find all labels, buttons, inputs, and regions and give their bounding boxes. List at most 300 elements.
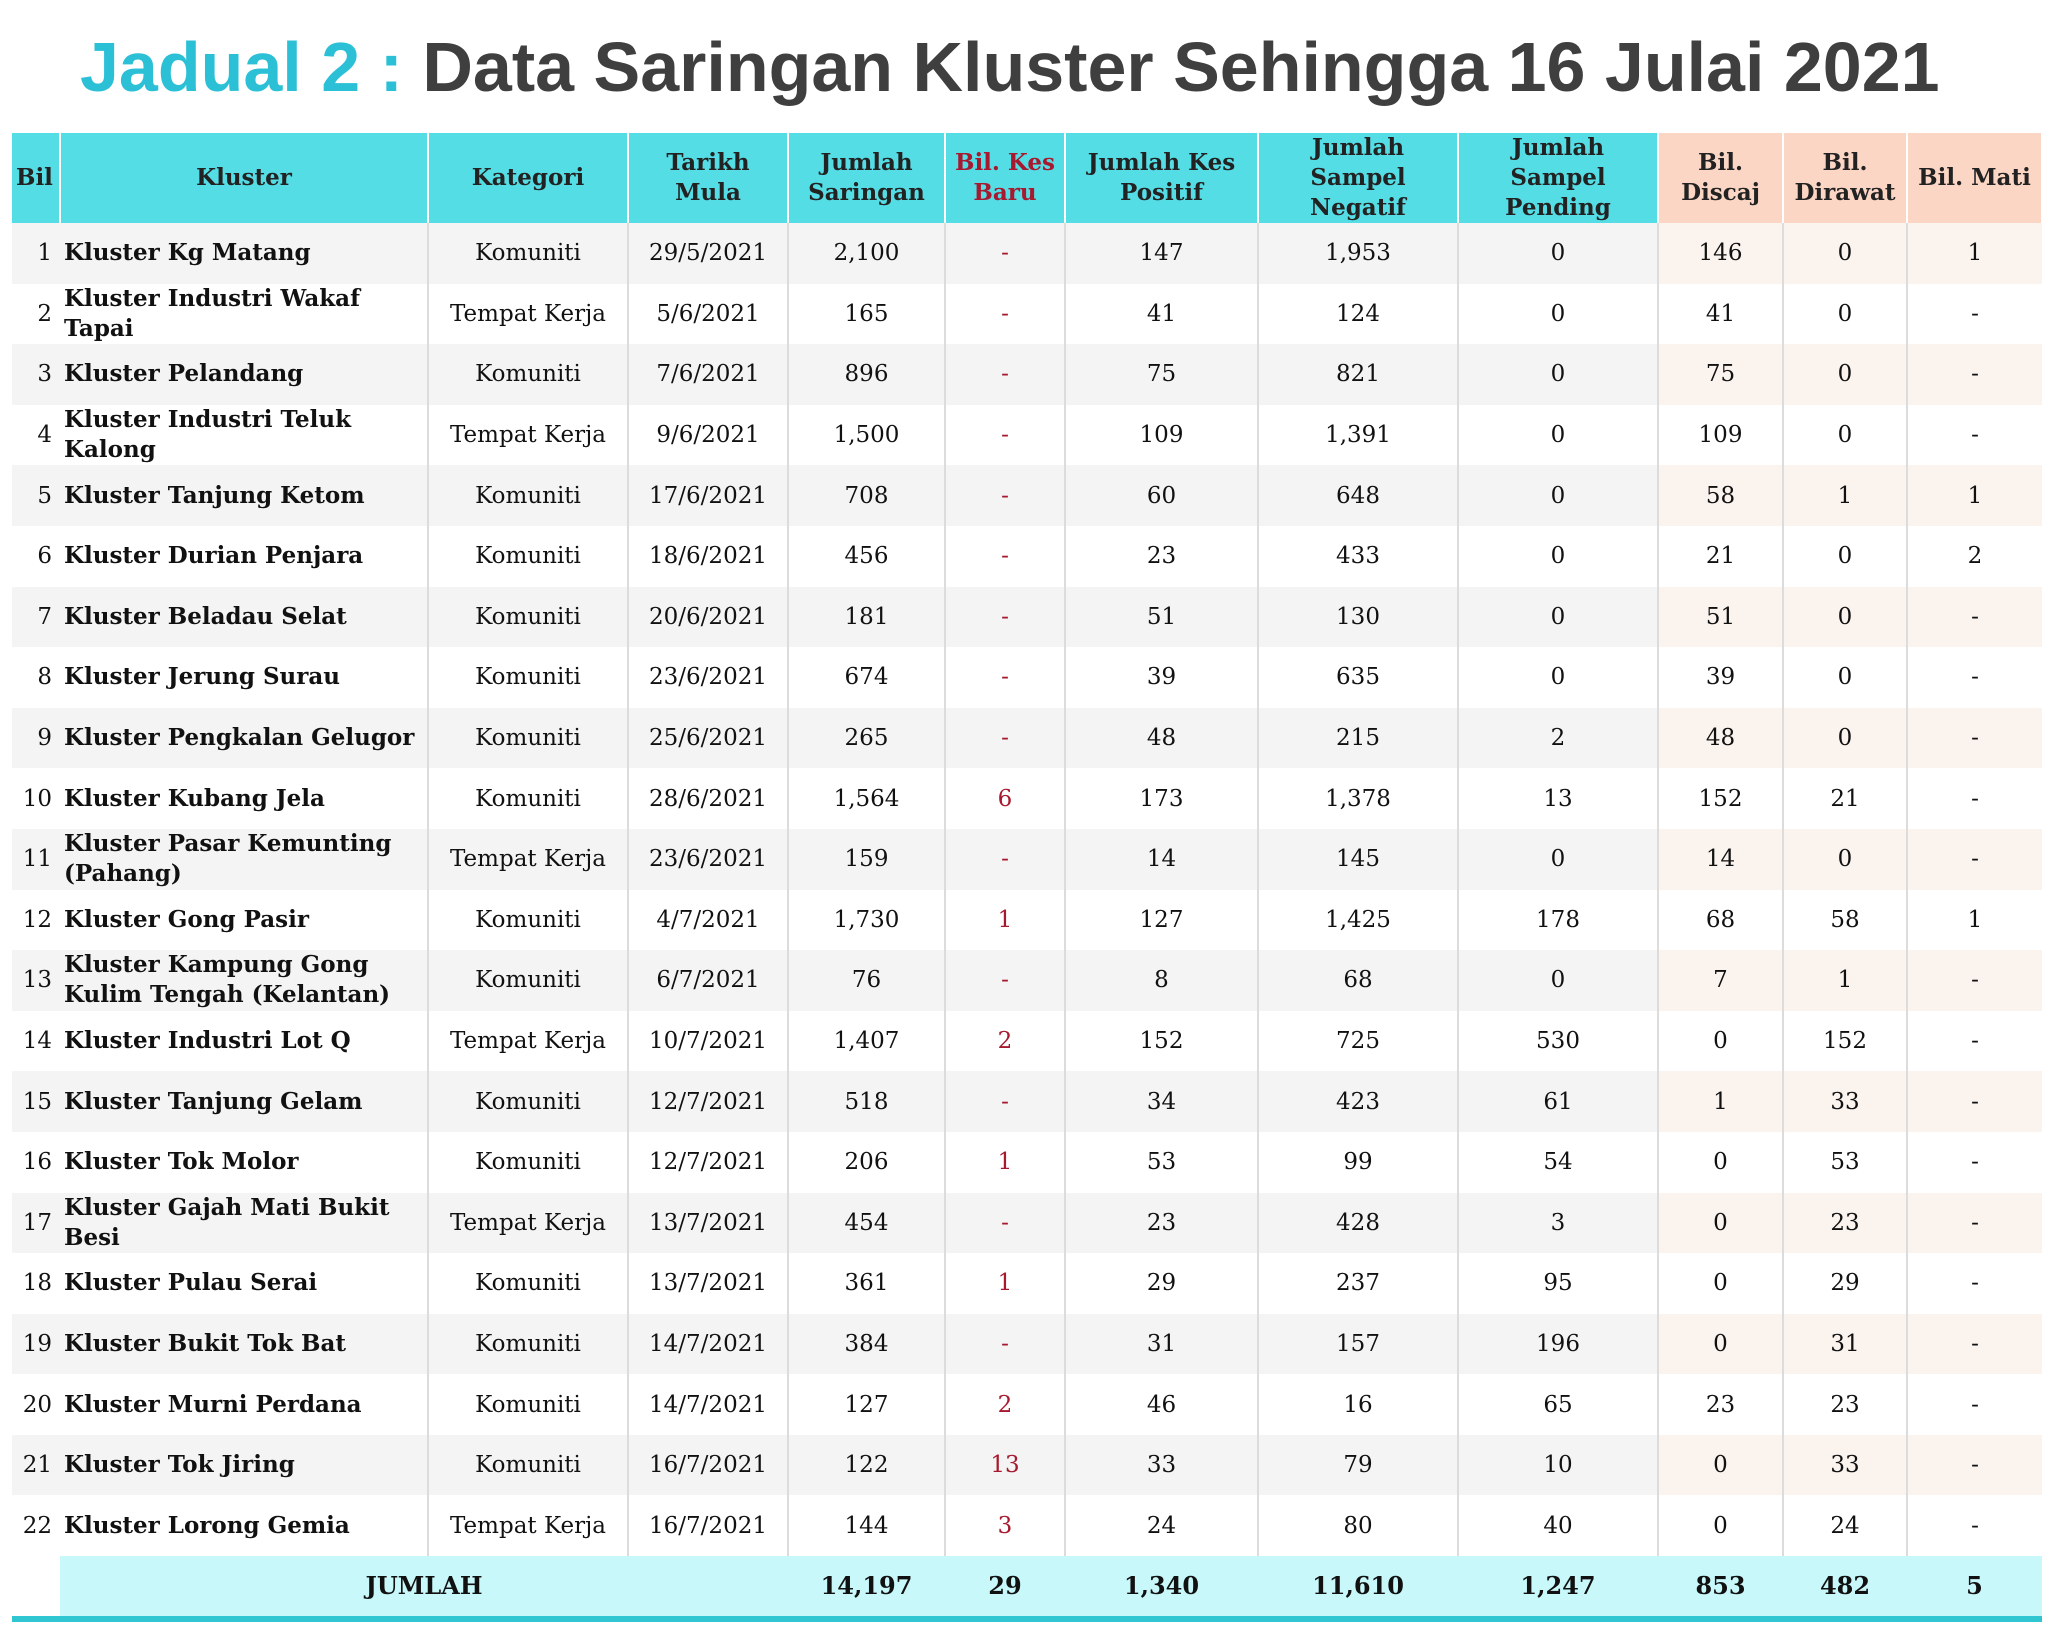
cell-negatif: 80 [1258,1495,1458,1556]
cell-baru: - [945,1071,1065,1132]
cell-dirawat: 152 [1783,1011,1907,1072]
cell-bil: 4 [12,405,60,466]
cell-bil: 5 [12,465,60,526]
cell-saringan: 454 [788,1193,945,1254]
cell-mati: - [1907,1193,2042,1254]
cell-discaj: 23 [1658,1374,1783,1435]
cell-dirawat: 23 [1783,1374,1907,1435]
cell-kluster: Kluster Bukit Tok Bat [60,1314,428,1375]
cell-negatif: 130 [1258,587,1458,648]
cell-negatif: 237 [1258,1253,1458,1314]
cell-pending: 178 [1458,890,1658,951]
cell-mati: - [1907,950,2042,1011]
total-negatif: 11,610 [1258,1556,1458,1619]
cell-baru: 1 [945,1132,1065,1193]
cell-baru: 1 [945,1253,1065,1314]
cell-tarikh: 9/6/2021 [628,405,788,466]
cell-pending: 95 [1458,1253,1658,1314]
cell-saringan: 127 [788,1374,945,1435]
total-pending: 1,247 [1458,1556,1658,1619]
cell-saringan: 674 [788,647,945,708]
cell-baru: 13 [945,1435,1065,1496]
table-row [12,1495,2042,1556]
cell-baru: - [945,284,1065,345]
cell-discaj: 0 [1658,1011,1783,1072]
cell-mati: - [1907,1374,2042,1435]
cell-positif: 147 [1065,223,1258,284]
cell-tarikh: 20/6/2021 [628,587,788,648]
cell-positif: 152 [1065,1011,1258,1072]
cell-saringan: 361 [788,1253,945,1314]
cell-kategori: Komuniti [428,708,628,769]
cell-negatif: 428 [1258,1193,1458,1254]
cell-discaj: 0 [1658,1193,1783,1254]
cell-pending: 2 [1458,708,1658,769]
cell-mati: - [1907,1314,2042,1375]
title-prefix: Jadual 2 : [80,28,423,106]
cell-positif: 127 [1065,890,1258,951]
total-row [12,1556,2042,1619]
cell-discaj: 0 [1658,1132,1783,1193]
cell-baru: - [945,526,1065,587]
cell-bil: 16 [12,1132,60,1193]
cell-bil: 8 [12,647,60,708]
cell-dirawat: 0 [1783,284,1907,345]
cell-dirawat: 31 [1783,1314,1907,1375]
cell-bil: 2 [12,284,60,345]
header-pending: Jumlah Sampel Pending [1458,133,1658,223]
table-row [12,405,2042,466]
cell-mati: - [1907,344,2042,405]
cell-saringan: 2,100 [788,223,945,284]
cell-kategori: Komuniti [428,1435,628,1496]
cell-mati: - [1907,1132,2042,1193]
total-dirawat: 482 [1783,1556,1907,1619]
table-row [12,526,2042,587]
cell-mati: - [1907,1071,2042,1132]
cell-discaj: 68 [1658,890,1783,951]
cell-positif: 46 [1065,1374,1258,1435]
cell-kategori: Tempat Kerja [428,829,628,890]
cell-positif: 24 [1065,1495,1258,1556]
cell-pending: 65 [1458,1374,1658,1435]
cell-kluster: Kluster Tok Jiring [60,1435,428,1496]
cell-positif: 23 [1065,1193,1258,1254]
cell-pending: 40 [1458,1495,1658,1556]
cell-dirawat: 0 [1783,647,1907,708]
cell-mati: - [1907,587,2042,648]
cell-discaj: 51 [1658,587,1783,648]
cell-baru: - [945,708,1065,769]
cell-kategori: Komuniti [428,465,628,526]
table-row [12,344,2042,405]
cell-pending: 0 [1458,829,1658,890]
cell-pending: 0 [1458,344,1658,405]
cell-negatif: 423 [1258,1071,1458,1132]
cell-tarikh: 17/6/2021 [628,465,788,526]
header-negatif: Jumlah Sampel Negatif [1258,133,1458,223]
cell-negatif: 99 [1258,1132,1458,1193]
table-row [12,465,2042,526]
cell-bil: 11 [12,829,60,890]
cell-bil: 21 [12,1435,60,1496]
cell-saringan: 265 [788,708,945,769]
cell-positif: 29 [1065,1253,1258,1314]
cell-kategori: Komuniti [428,344,628,405]
cell-positif: 51 [1065,587,1258,648]
cell-baru: - [945,647,1065,708]
cell-discaj: 7 [1658,950,1783,1011]
cell-pending: 0 [1458,526,1658,587]
cell-tarikh: 29/5/2021 [628,223,788,284]
table-row [12,1374,2042,1435]
cell-positif: 75 [1065,344,1258,405]
total-positif: 1,340 [1065,1556,1258,1619]
cell-kluster: Kluster Jerung Surau [60,647,428,708]
cell-positif: 33 [1065,1435,1258,1496]
cell-saringan: 159 [788,829,945,890]
cell-saringan: 144 [788,1495,945,1556]
table-row [12,223,2042,284]
cell-discaj: 0 [1658,1253,1783,1314]
cell-positif: 39 [1065,647,1258,708]
cell-kluster: Kluster Lorong Gemia [60,1495,428,1556]
cell-negatif: 648 [1258,465,1458,526]
cell-kluster: Kluster Gajah Mati Bukit Besi [60,1193,428,1254]
cell-discaj: 0 [1658,1314,1783,1375]
cell-dirawat: 0 [1783,223,1907,284]
cell-dirawat: 0 [1783,405,1907,466]
cell-kategori: Komuniti [428,1071,628,1132]
cell-discaj: 75 [1658,344,1783,405]
cell-dirawat: 33 [1783,1435,1907,1496]
cell-tarikh: 14/7/2021 [628,1374,788,1435]
cell-bil: 7 [12,587,60,648]
cell-saringan: 518 [788,1071,945,1132]
cell-bil: 3 [12,344,60,405]
total-saringan: 14,197 [788,1556,945,1619]
cell-discaj: 109 [1658,405,1783,466]
cell-kluster: Kluster Tanjung Ketom [60,465,428,526]
cell-mati: 1 [1907,223,2042,284]
cell-dirawat: 58 [1783,890,1907,951]
cell-discaj: 0 [1658,1495,1783,1556]
cell-dirawat: 29 [1783,1253,1907,1314]
cell-kategori: Komuniti [428,526,628,587]
cell-dirawat: 24 [1783,1495,1907,1556]
cell-bil: 14 [12,1011,60,1072]
cell-baru: 2 [945,1011,1065,1072]
header-discaj: Bil. Discaj [1658,133,1783,223]
cell-dirawat: 23 [1783,1193,1907,1254]
cell-pending: 530 [1458,1011,1658,1072]
cell-kluster: Kluster Murni Perdana [60,1374,428,1435]
header-bil: Bil [12,133,60,223]
cell-tarikh: 16/7/2021 [628,1495,788,1556]
cell-positif: 53 [1065,1132,1258,1193]
cell-dirawat: 21 [1783,768,1907,829]
header-row [12,133,2042,223]
cell-discaj: 146 [1658,223,1783,284]
cluster-table [12,133,2043,1622]
cell-kategori: Komuniti [428,1314,628,1375]
cell-tarikh: 18/6/2021 [628,526,788,587]
cell-saringan: 1,500 [788,405,945,466]
header-positif: Jumlah Kes Positif [1065,133,1258,223]
cell-kluster: Kluster Pengkalan Gelugor [60,708,428,769]
cell-mati: - [1907,1495,2042,1556]
cell-mati: - [1907,647,2042,708]
header-saringan: Jumlah Saringan [788,133,945,223]
cell-tarikh: 7/6/2021 [628,344,788,405]
cell-kluster: Kluster Tok Molor [60,1132,428,1193]
cell-pending: 0 [1458,950,1658,1011]
cell-tarikh: 23/6/2021 [628,647,788,708]
cell-bil: 1 [12,223,60,284]
header-kategori: Kategori [428,133,628,223]
cell-saringan: 456 [788,526,945,587]
cell-kategori: Tempat Kerja [428,1495,628,1556]
cell-kluster: Kluster Industri Teluk Kalong [60,405,428,466]
table-row [12,1132,2042,1193]
cell-baru: - [945,1193,1065,1254]
cell-kluster: Kluster Industri Wakaf Tapai [60,284,428,345]
table-row [12,950,2042,1011]
cell-bil: 9 [12,708,60,769]
cell-saringan: 1,730 [788,890,945,951]
cell-kategori: Tempat Kerja [428,284,628,345]
table-row [12,1253,2042,1314]
cell-negatif: 215 [1258,708,1458,769]
cell-saringan: 708 [788,465,945,526]
cell-mati: - [1907,829,2042,890]
cell-kategori: Komuniti [428,890,628,951]
cell-baru: - [945,223,1065,284]
table-row [12,647,2042,708]
cell-kategori: Komuniti [428,1132,628,1193]
cell-mati: - [1907,1253,2042,1314]
cell-kluster: Kluster Kubang Jela [60,768,428,829]
cell-baru: - [945,829,1065,890]
cell-pending: 0 [1458,284,1658,345]
cell-pending: 0 [1458,587,1658,648]
cell-positif: 8 [1065,950,1258,1011]
cell-dirawat: 1 [1783,950,1907,1011]
cell-tarikh: 13/7/2021 [628,1193,788,1254]
cell-baru: - [945,587,1065,648]
cell-negatif: 1,391 [1258,405,1458,466]
cell-discaj: 48 [1658,708,1783,769]
cell-positif: 48 [1065,708,1258,769]
cell-tarikh: 12/7/2021 [628,1071,788,1132]
cell-negatif: 725 [1258,1011,1458,1072]
cell-kluster: Kluster Industri Lot Q [60,1011,428,1072]
cell-tarikh: 23/6/2021 [628,829,788,890]
table-row [12,829,2042,890]
cell-pending: 13 [1458,768,1658,829]
table-row [12,284,2042,345]
cell-baru: - [945,1314,1065,1375]
total-label: JUMLAH [60,1556,788,1619]
cell-mati: 1 [1907,890,2042,951]
cell-pending: 3 [1458,1193,1658,1254]
header-baru: Bil. Kes Baru [945,133,1065,223]
cell-kategori: Komuniti [428,768,628,829]
cell-negatif: 1,425 [1258,890,1458,951]
cell-kluster: Kluster Pulau Serai [60,1253,428,1314]
header-dirawat: Bil. Dirawat [1783,133,1907,223]
cell-negatif: 16 [1258,1374,1458,1435]
cell-tarikh: 28/6/2021 [628,768,788,829]
header-tarikh: Tarikh Mula [628,133,788,223]
table-row [12,1011,2042,1072]
cell-positif: 173 [1065,768,1258,829]
cell-dirawat: 0 [1783,526,1907,587]
cell-positif: 34 [1065,1071,1258,1132]
cell-bil: 6 [12,526,60,587]
header-kluster: Kluster [60,133,428,223]
cell-kluster: Kluster Beladau Selat [60,587,428,648]
table-body [12,223,2042,1556]
cell-pending: 0 [1458,465,1658,526]
cell-baru: 3 [945,1495,1065,1556]
cell-discaj: 21 [1658,526,1783,587]
cell-negatif: 1,953 [1258,223,1458,284]
cell-discaj: 1 [1658,1071,1783,1132]
cell-dirawat: 33 [1783,1071,1907,1132]
cell-saringan: 122 [788,1435,945,1496]
cell-positif: 14 [1065,829,1258,890]
table-row [12,587,2042,648]
cell-bil: 18 [12,1253,60,1314]
cell-kluster: Kluster Pasar Kemunting (Pahang) [60,829,428,890]
cell-mati: - [1907,768,2042,829]
cell-saringan: 1,564 [788,768,945,829]
cell-bil: 12 [12,890,60,951]
cell-kategori: Komuniti [428,223,628,284]
cell-saringan: 384 [788,1314,945,1375]
cell-positif: 41 [1065,284,1258,345]
table-row [12,890,2042,951]
cell-pending: 10 [1458,1435,1658,1496]
cell-tarikh: 13/7/2021 [628,1253,788,1314]
cell-mati: - [1907,708,2042,769]
cell-saringan: 165 [788,284,945,345]
cell-baru: 2 [945,1374,1065,1435]
cell-pending: 61 [1458,1071,1658,1132]
cell-bil: 13 [12,950,60,1011]
cell-mati: - [1907,284,2042,345]
cell-baru: - [945,405,1065,466]
cell-tarikh: 25/6/2021 [628,708,788,769]
table-row [12,1193,2042,1254]
cell-tarikh: 12/7/2021 [628,1132,788,1193]
cell-baru: 1 [945,890,1065,951]
title-main: Data Saringan Kluster Sehingga 16 Julai 2021 [422,28,1940,106]
cell-dirawat: 0 [1783,587,1907,648]
table-row [12,768,2042,829]
cell-saringan: 1,407 [788,1011,945,1072]
cell-positif: 109 [1065,405,1258,466]
cell-bil: 22 [12,1495,60,1556]
cell-dirawat: 53 [1783,1132,1907,1193]
cell-baru: 6 [945,768,1065,829]
header-mati: Bil. Mati [1907,133,2042,223]
cell-bil: 19 [12,1314,60,1375]
cell-baru: - [945,344,1065,405]
cell-negatif: 433 [1258,526,1458,587]
table-row [12,1314,2042,1375]
cell-kluster: Kluster Kg Matang [60,223,428,284]
cell-positif: 31 [1065,1314,1258,1375]
cell-dirawat: 1 [1783,465,1907,526]
cell-tarikh: 5/6/2021 [628,284,788,345]
cell-discaj: 0 [1658,1435,1783,1496]
table-row [12,708,2042,769]
cell-pending: 0 [1458,223,1658,284]
cell-pending: 54 [1458,1132,1658,1193]
cell-mati: 2 [1907,526,2042,587]
cell-mati: - [1907,405,2042,466]
cell-mati: - [1907,1435,2042,1496]
cell-dirawat: 0 [1783,344,1907,405]
cell-kategori: Komuniti [428,587,628,648]
cell-kluster: Kluster Durian Penjara [60,526,428,587]
cell-dirawat: 0 [1783,829,1907,890]
cell-saringan: 181 [788,587,945,648]
page-title [80,22,1940,112]
cell-kluster: Kluster Pelandang [60,344,428,405]
cell-baru: - [945,950,1065,1011]
cell-kategori: Tempat Kerja [428,1011,628,1072]
cell-saringan: 896 [788,344,945,405]
cell-dirawat: 0 [1783,708,1907,769]
table-row [12,1435,2042,1496]
table-row [12,1071,2042,1132]
cell-discaj: 58 [1658,465,1783,526]
cell-bil: 15 [12,1071,60,1132]
cell-bil: 20 [12,1374,60,1435]
cell-discaj: 14 [1658,829,1783,890]
cell-negatif: 79 [1258,1435,1458,1496]
cell-negatif: 157 [1258,1314,1458,1375]
cell-tarikh: 6/7/2021 [628,950,788,1011]
cell-kategori: Komuniti [428,1253,628,1314]
cell-kluster: Kluster Gong Pasir [60,890,428,951]
cell-negatif: 124 [1258,284,1458,345]
cell-mati: 1 [1907,465,2042,526]
cell-kluster: Kluster Tanjung Gelam [60,1071,428,1132]
cell-kategori: Tempat Kerja [428,405,628,466]
cell-kategori: Komuniti [428,647,628,708]
cell-bil: 17 [12,1193,60,1254]
total-blank [12,1556,60,1619]
cell-tarikh: 10/7/2021 [628,1011,788,1072]
cell-discaj: 39 [1658,647,1783,708]
total-discaj: 853 [1658,1556,1783,1619]
cell-saringan: 206 [788,1132,945,1193]
cell-bil: 10 [12,768,60,829]
cell-kategori: Komuniti [428,950,628,1011]
cell-negatif: 821 [1258,344,1458,405]
cell-baru: - [945,465,1065,526]
cell-negatif: 1,378 [1258,768,1458,829]
cell-pending: 0 [1458,647,1658,708]
total-mati: 5 [1907,1556,2042,1619]
cell-discaj: 41 [1658,284,1783,345]
cell-discaj: 152 [1658,768,1783,829]
cell-negatif: 145 [1258,829,1458,890]
